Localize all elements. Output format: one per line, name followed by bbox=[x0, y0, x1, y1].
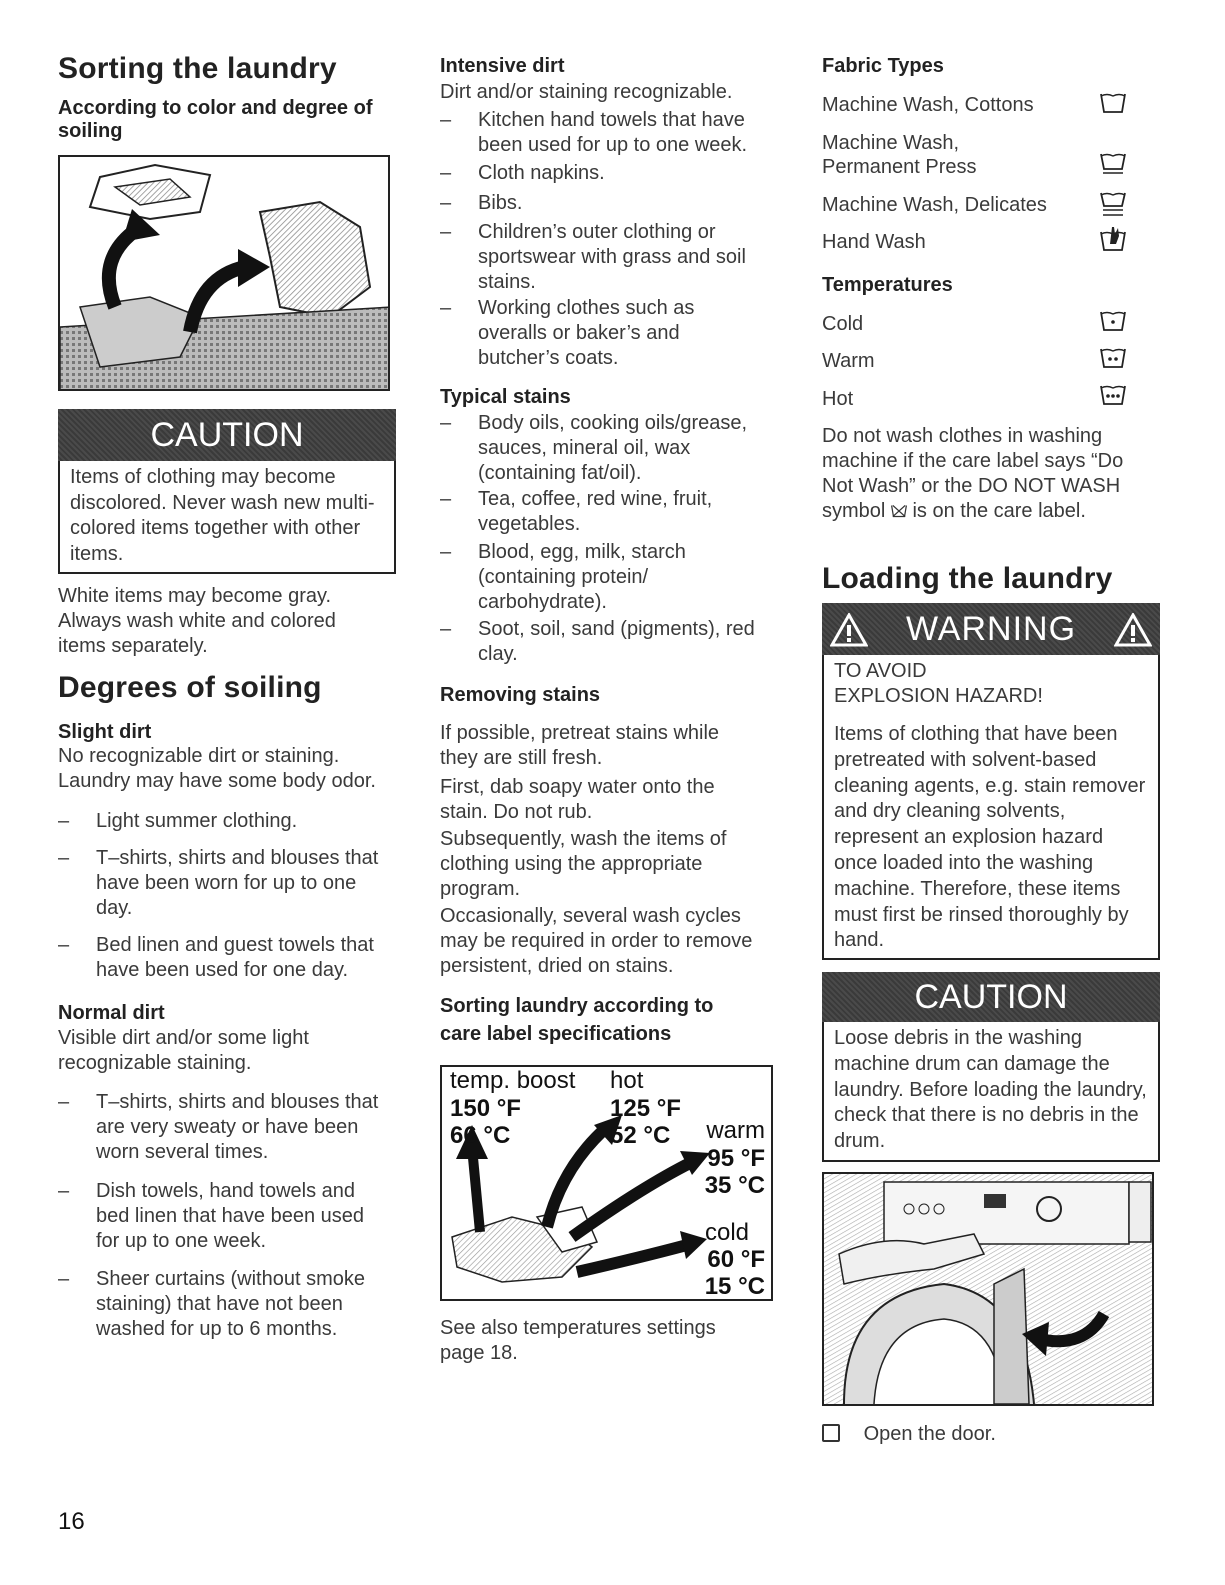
slight-dirt-text: No recognizable dirt or staining. Laundry may have some body odor. bbox=[58, 745, 376, 792]
fabric-row-delicates: Machine Wash, Delicates bbox=[822, 194, 1047, 216]
temperatures-heading: Temperatures bbox=[822, 274, 953, 296]
caution-banner: CAUTION bbox=[822, 972, 1160, 1022]
hot-c: 52 °C bbox=[610, 1122, 671, 1149]
list-item: – Body oils, cooking oils/grease, sauces, mineral oil, wax (containing fat/oil). bbox=[440, 412, 748, 484]
list-item: – T–shirts, shirts and blouses that have been worn for up to one day. bbox=[58, 847, 379, 919]
caution-box bbox=[822, 1022, 1160, 1162]
list-item: – Dish towels, hand towels and bed linen that have been used for up to one week. bbox=[58, 1180, 364, 1252]
removing-p3: Subsequently, wash the items of clothing using the appropriate program. bbox=[440, 828, 727, 900]
cold-f: 60 °F bbox=[707, 1246, 765, 1273]
caution-text: Items of clothing may become discolored. Never wash new multi-colored items together with other items. bbox=[70, 466, 375, 565]
cold-c: 15 °C bbox=[704, 1273, 765, 1300]
wash-hot-icon bbox=[1100, 384, 1126, 406]
fabric-row-hand-wash: Hand Wash bbox=[822, 231, 926, 253]
removing-stains-heading: Removing stains bbox=[440, 684, 601, 706]
fabric-types-heading: Fabric Types bbox=[822, 55, 944, 77]
wash-cold-icon bbox=[1100, 310, 1126, 332]
temp-row-cold: Cold bbox=[822, 313, 864, 335]
list-item: – Bed linen and guest towels that have been used for one day. bbox=[58, 934, 374, 981]
list-item: – Blood, egg, milk, starch (containing protein/ carbohydrate). bbox=[440, 541, 686, 613]
list-item: – Light summer clothing. bbox=[58, 810, 298, 832]
sorting-subtitle: According to color and degree of soiling bbox=[58, 97, 373, 142]
removing-p2: First, dab soapy water onto the stain. Do not rub. bbox=[440, 776, 715, 823]
temp-boost-label: temp. boost bbox=[450, 1067, 576, 1094]
list-item: – Kitchen hand towels that have been used for up to one week. bbox=[440, 109, 748, 156]
sorting-care-heading: Sorting laundry according to care label specifications bbox=[440, 995, 714, 1045]
intensive-dirt-text: Dirt and/or staining recognizable. bbox=[440, 81, 733, 103]
wash-warm-icon bbox=[1100, 347, 1126, 369]
gray-warning-text: White items may become gray. Always wash white and colored items separately. bbox=[58, 585, 336, 657]
warm-c: 35 °C bbox=[704, 1172, 765, 1199]
list-item: – Tea, coffee, red wine, fruit, vegetables. bbox=[440, 488, 713, 535]
normal-dirt-text: Visible dirt and/or some light recognizable staining. bbox=[58, 1027, 309, 1074]
list-item: – Sheer curtains (without smoke staining) that have not been washed for up to 6 months. bbox=[58, 1268, 366, 1340]
hot-f: 125 °F bbox=[610, 1095, 681, 1122]
hand-wash-icon bbox=[1100, 224, 1126, 252]
degrees-title: Degrees of soiling bbox=[58, 671, 322, 704]
warm-f: 95 °F bbox=[707, 1145, 765, 1172]
temp-boost-c: 66 °C bbox=[450, 1122, 511, 1149]
laundry-basket-figure bbox=[58, 155, 390, 391]
fabric-row-permanent-press: Machine Wash, Permanent Press bbox=[822, 132, 977, 178]
page-title: Sorting the laundry bbox=[58, 52, 337, 85]
see-also-text: See also temperatures settings page 18. bbox=[440, 1317, 716, 1364]
warning-banner bbox=[822, 603, 1160, 655]
list-item: – T–shirts, shirts and blouses that are very sweaty or have been worn several times. bbox=[58, 1091, 379, 1163]
wash-cottons-icon bbox=[1100, 92, 1126, 114]
intensive-dirt-heading: Intensive dirt bbox=[440, 55, 565, 77]
slight-dirt-heading: Slight dirt bbox=[58, 721, 152, 743]
open-door-step: Open the door. bbox=[822, 1422, 996, 1447]
warning-line2: EXPLOSION HAZARD! bbox=[834, 685, 1043, 707]
warning-box bbox=[822, 655, 1160, 960]
warning-line1: TO AVOID bbox=[834, 660, 927, 682]
caution-box bbox=[58, 461, 396, 574]
list-item: – Cloth napkins. bbox=[440, 162, 605, 184]
washing-machine-figure bbox=[822, 1172, 1154, 1406]
warning-text: Items of clothing that have been pretreated with solvent-based cleaning agents, e.g. stain remover and dry cleaning solvents, represent an explosion hazard once loaded into the washing machine. Therefore, these items must first be rinsed thoroughly by hand. bbox=[834, 723, 1146, 952]
removing-p4: Occasionally, several wash cycles may be required in order to remove persistent, dried on stains. bbox=[440, 905, 753, 977]
open-door-illustration bbox=[824, 1174, 1154, 1406]
caution-text: Loose debris in the washing machine drum can damage the laundry. Before loading the laundry, check that there is no debris in the drum. bbox=[834, 1027, 1147, 1153]
page-number: 16 bbox=[58, 1508, 85, 1535]
caution-banner: CAUTION bbox=[58, 409, 396, 461]
warm-label: warm bbox=[706, 1117, 765, 1144]
do-not-wash-text: Do not wash clothes in washing machine if the care label says “Do Not Wash” or the DO NOT WASH symbol is on the care label. bbox=[822, 425, 1124, 522]
list-item: – Soot, soil, sand (pigments), red clay. bbox=[440, 618, 755, 665]
warning-banner-text: WARNING bbox=[905, 610, 1077, 648]
typical-stains-heading: Typical stains bbox=[440, 386, 571, 408]
warning-triangle-icon bbox=[830, 613, 868, 647]
do-not-wash-icon bbox=[891, 504, 907, 518]
loading-title: Loading the laundry bbox=[822, 562, 1113, 595]
wash-permanent-press-icon bbox=[1100, 152, 1126, 174]
fabric-row-cottons: Machine Wash, Cottons bbox=[822, 94, 1034, 116]
step-checkbox-icon bbox=[822, 1424, 840, 1442]
hot-label: hot bbox=[610, 1067, 644, 1094]
normal-dirt-heading: Normal dirt bbox=[58, 1002, 165, 1024]
temp-boost-f: 150 °F bbox=[450, 1095, 521, 1122]
cold-label: cold bbox=[704, 1219, 749, 1246]
removing-p1: If possible, pretreat stains while they are still fresh. bbox=[440, 722, 720, 769]
list-item: – Bibs. bbox=[440, 192, 523, 214]
list-item: – Children’s outer clothing or sportswear with grass and soil stains. bbox=[440, 221, 746, 293]
temperature-figure bbox=[440, 1065, 773, 1301]
wash-delicates-icon bbox=[1100, 191, 1126, 217]
temp-row-hot: Hot bbox=[822, 388, 854, 410]
temp-row-warm: Warm bbox=[822, 350, 875, 372]
warning-triangle-icon bbox=[1114, 613, 1152, 647]
list-item: – Working clothes such as overalls or baker’s and butcher’s coats. bbox=[440, 297, 695, 369]
laundry-basket-illustration bbox=[60, 157, 390, 391]
